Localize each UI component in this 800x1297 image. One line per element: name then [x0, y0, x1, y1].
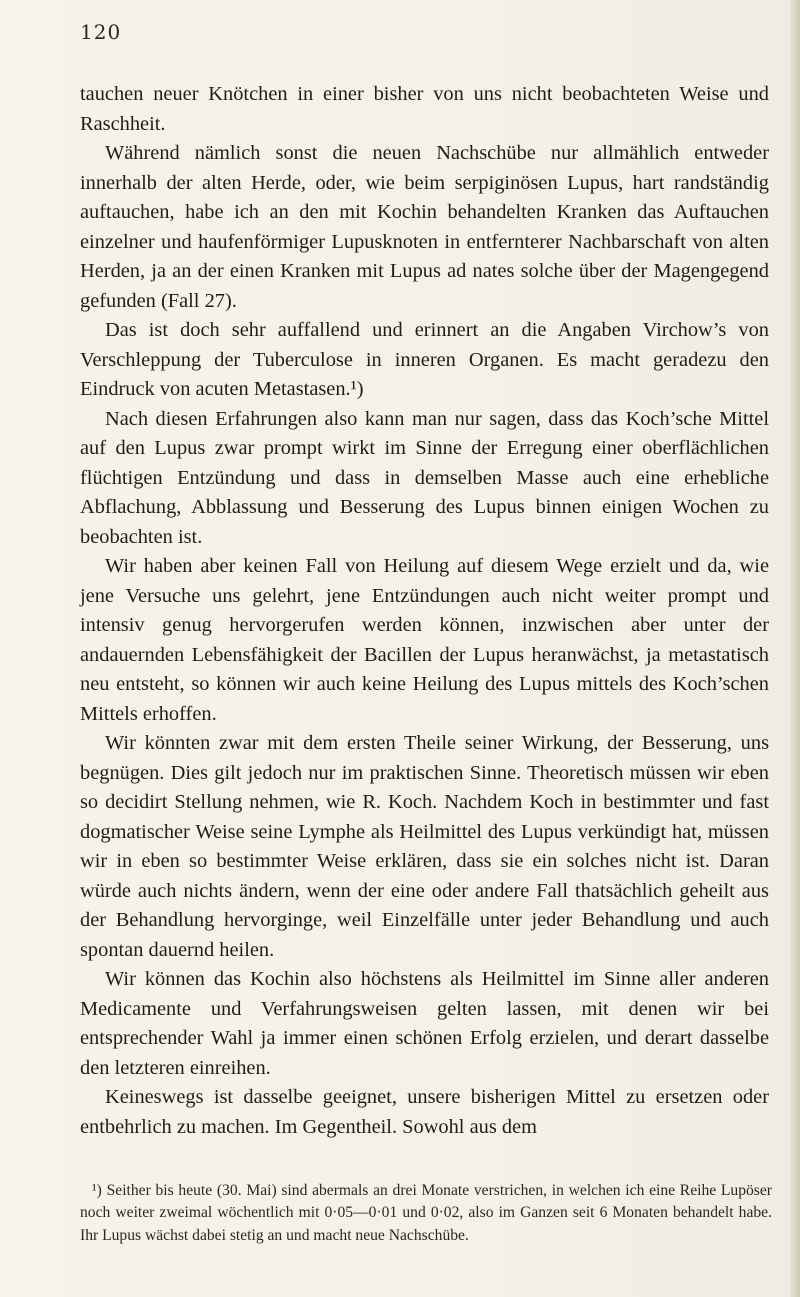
paragraph-keine-heilung: Wir haben aber keinen Fall von Heilung auf diesem Wege erzielt und da, wie jene Versuche uns gelehrt, jene Entzündungen auch nicht weiter prompt und intensiv genug hervorgerufen werden können, inzwischen aber unter der andauernden Lebensfähigkeit der Bacillen der Lupus heranwächst, ja metastatisch neu entsteht, so können wir auch keine Heilung des Lupus mittels des Koch’schen Mittels erhoffen.: [80, 555, 769, 725]
page-number: 120: [80, 20, 122, 44]
main-text: [80, 80, 769, 1142]
paragraph-besserung: Wir könnten zwar mit dem ersten Theile seiner Wirkung, der Besserung, uns begnügen. Dies gilt jedoch nur im praktischen Sinne. Theoretisch müssen wir eben so decidirt Stellung nehmen, wie R. Koch. Nachdem Koch in bestimmter und fast dogmatischer Weise seine Lymphe als Heilmittel des Lupus verkündigt hat, müssen wir in eben so bestimmter Weise erklären, dass sie ein solches nicht ist. Daran würde auch nichts ändern, wenn der eine oder andere Fall thatsächlich geheilt aus der Behandlung hervorginge, weil Einzelfälle unter jeder Behandlung und auch spontan dauernd heilen.: [80, 732, 769, 961]
paragraph-heilmittel: Wir können das Kochin also höchstens als Heilmittel im Sinne aller anderen Medicamente und Verfahrungsweisen gelten lassen, mit denen wir bei entsprechender Wahl ja immer einen schönen Erfolg erzielen, und derart dasselbe den letzteren einreihen.: [80, 968, 769, 1079]
paragraph-virchow: Das ist doch sehr auffallend und erinnert an die Angaben Virchow’s von Verschleppung der Tuberculose in inneren Organen. Es macht geradezu den Eindruck von acuten Metastasen.¹): [80, 319, 769, 400]
paragraph-continuation: tauchen neuer Knötchen in einer bisher von uns nicht beobachteten Weise und Raschheit.: [80, 83, 769, 135]
paragraph-keineswegs: Keineswegs ist dasselbe geeignet, unsere bisherigen Mittel zu ersetzen oder entbehrlich zu machen. Im Gegentheil. Sowohl aus dem: [80, 1086, 769, 1138]
page-edge: [790, 0, 800, 1297]
paragraph-nachschuebe: Während nämlich sonst die neuen Nachschübe nur allmählich entweder innerhalb der alten Herde, oder, wie beim serpiginösen Lupus, hart randständig auftauchen, habe ich an den mit Kochin behandelten Kranken das Auftauchen einzelner und haufenförmiger Lupusknoten in entfernterer Nachbarschaft von alten Herden, ja an der einen Kranken mit Lupus ad nates solche über der Magengegend gefunden (Fall 27).: [80, 142, 769, 312]
paragraph-koch-mittel: Nach diesen Erfahrungen also kann man nur sagen, dass das Koch’sche Mittel auf den Lupus zwar prompt wirkt im Sinne der Erregung einer oberflächlichen flüchtigen Entzündung und dass in demselben Masse auch eine erhebliche Abflachung, Abblassung und Besserung des Lupus binnen einigen Wochen zu beobachten ist.: [80, 407, 769, 548]
footnote: ¹) Seither bis heute (30. Mai) sind abermals an drei Monate verstrichen, in welchen ich eine Reihe Lupöser noch weiter zweimal wöchentlich mit 0·05—0·01 und 0·02, also im Ganzen seit 6 Monaten behandelt habe. Ihr Lupus wächst dabei stetig an und macht neue Nachschübe.: [80, 1182, 772, 1244]
